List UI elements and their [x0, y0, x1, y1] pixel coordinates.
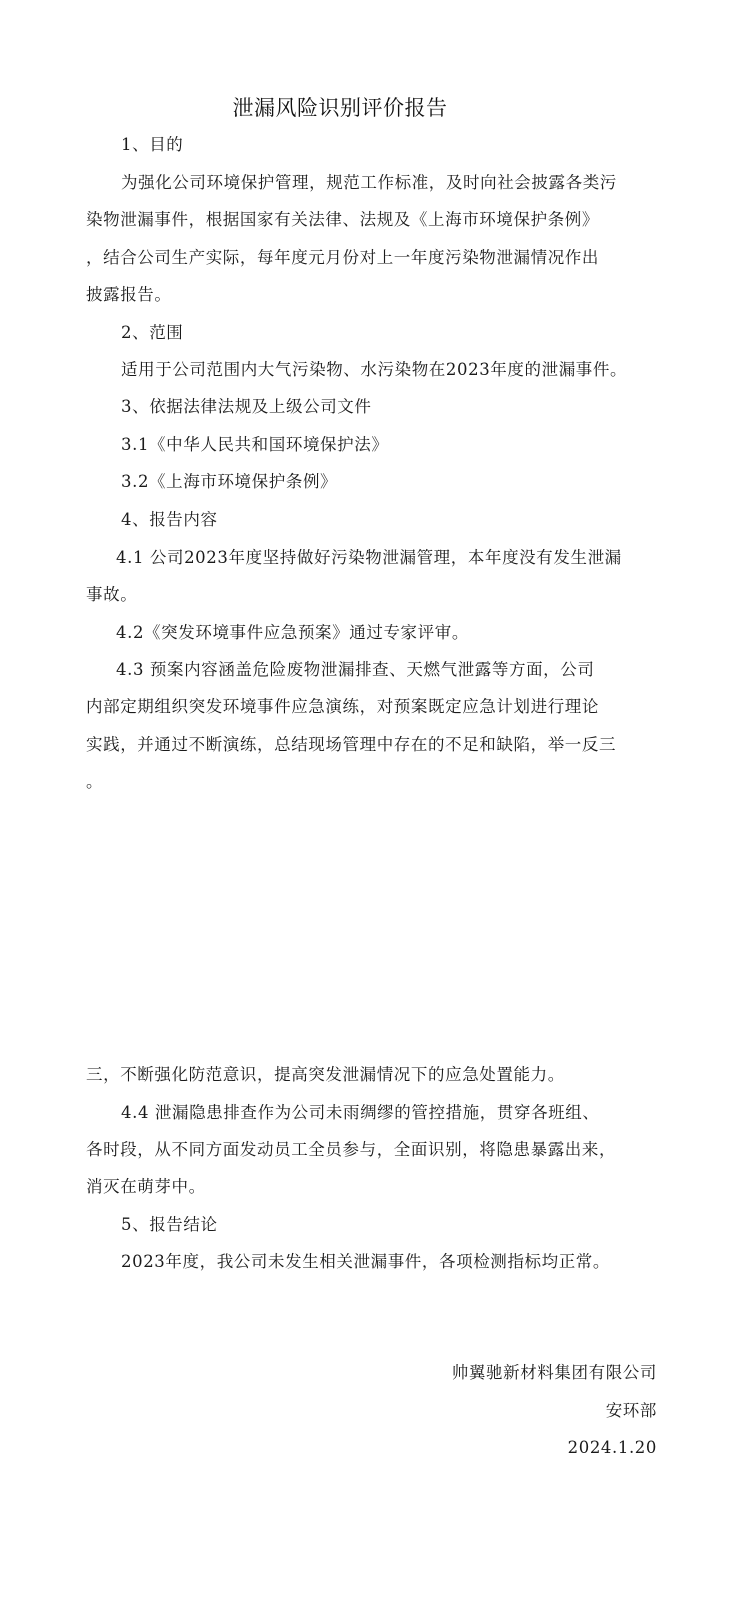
- company-name: 帅翼驰新材料集团有限公司: [451, 1363, 657, 1382]
- section-5-paragraph: 2023年度，我公司未发生相关泄漏事件，各项检测指标均正常。: [121, 1252, 610, 1271]
- section-4-3-line: 4.3 预案内容涵盖危险废物泄漏排查、天燃气泄露等方面，公司: [116, 660, 595, 679]
- section-4-3-line: 内部定期组织突发环境事件应急演练，对预案既定应急计划进行理论: [86, 697, 599, 716]
- section-4-4-line: 4.4 泄漏隐患排查作为公司未雨绸缪的管控措施，贯穿各班组、: [121, 1103, 600, 1122]
- section-3-1-item: 3.1《中华人民共和国环境保护法》: [121, 435, 389, 454]
- section-1-paragraph-line: ，结合公司生产实际，每年度元月份对上一年度污染物泄漏情况作出: [86, 248, 599, 267]
- section-1-paragraph-line: 染物泄漏事件，根据国家有关法律、法规及《上海市环境保护条例》: [86, 210, 599, 229]
- section-4-4-line: 消灭在萌芽中。: [86, 1177, 206, 1196]
- section-4-1-line: 4.1 公司2023年度坚持做好污染物泄漏管理，本年度没有发生泄漏: [116, 548, 622, 567]
- section-4-3-line: 。: [86, 772, 104, 791]
- section-2-paragraph: 适用于公司范围内大气污染物、水污染物在2023年度的泄漏事件。: [121, 360, 628, 379]
- section-5-heading: 5、报告结论: [121, 1215, 218, 1234]
- section-4-heading: 4、报告内容: [121, 510, 218, 529]
- section-1-paragraph-line: 披露报告。: [86, 285, 172, 304]
- section-1-heading: 1、目的: [121, 135, 184, 154]
- section-three-statement: 三，不断强化防范意识，提高突发泄漏情况下的应急处置能力。: [86, 1065, 565, 1084]
- section-4-4-line: 各时段，从不同方面发动员工全员参与，全面识别，将隐患暴露出来，: [86, 1140, 617, 1159]
- section-4-1-line: 事故。: [86, 585, 138, 604]
- section-2-heading: 2、范围: [121, 323, 184, 342]
- department-name: 安环部: [605, 1401, 657, 1420]
- section-1-paragraph-line: 为强化公司环境保护管理，规范工作标准，及时向社会披露各类污: [121, 173, 617, 192]
- report-date: 2024.1.20: [567, 1438, 657, 1457]
- section-3-heading: 3、依据法律法规及上级公司文件: [121, 397, 372, 416]
- report-title: 泄漏风险识别评价报告: [232, 96, 448, 120]
- section-3-2-item: 3.2《上海市环境保护条例》: [121, 472, 338, 491]
- section-4-3-line: 实践，并通过不断演练，总结现场管理中存在的不足和缺陷，举一反三: [86, 735, 617, 754]
- section-4-2-item: 4.2《突发环境事件应急预案》通过专家评审。: [116, 623, 469, 642]
